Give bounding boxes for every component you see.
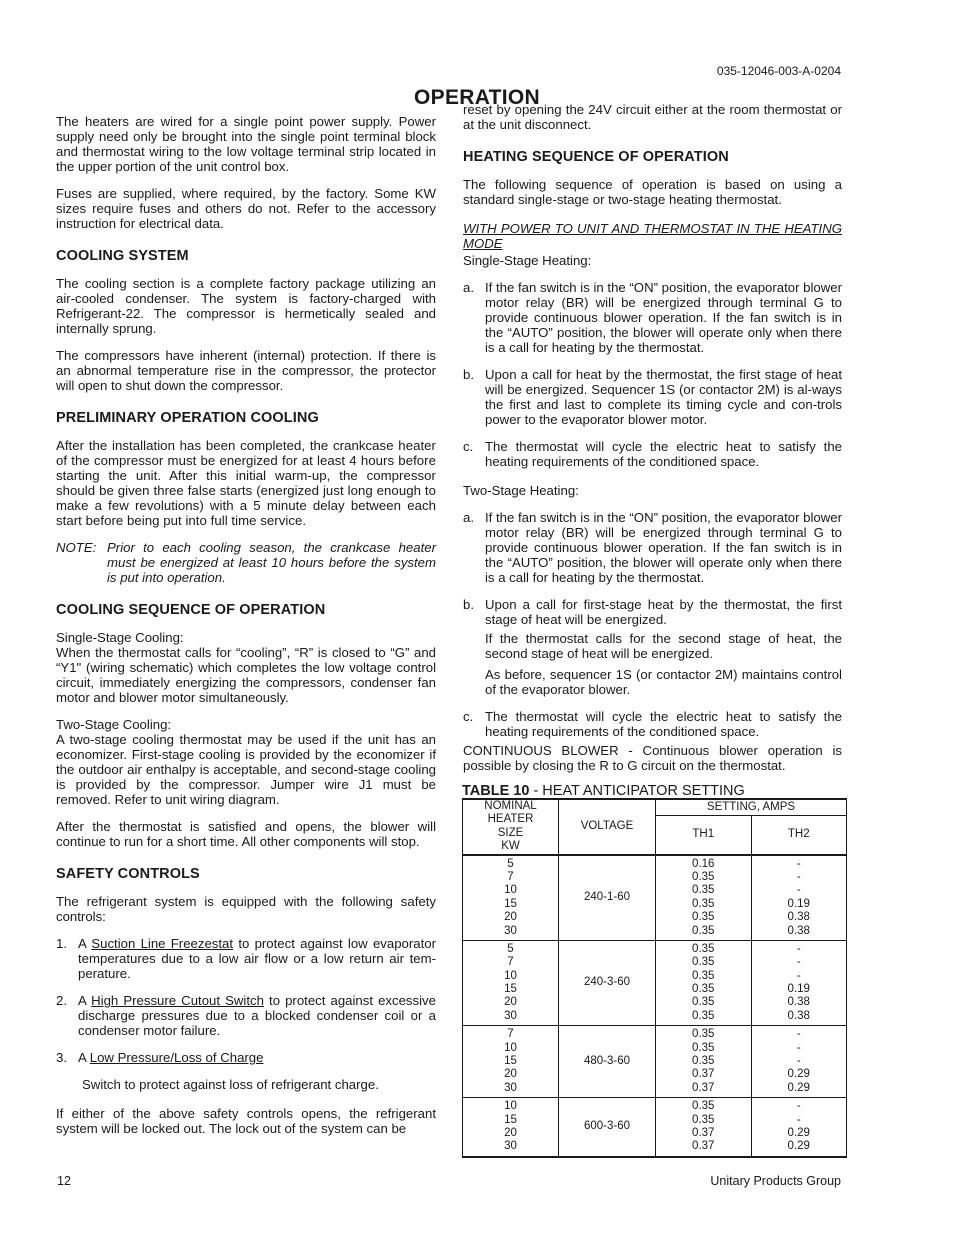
table-cell-value: 0.19 — [787, 983, 810, 996]
table-cell-value: 30 — [504, 924, 517, 937]
two-stage-step-b — [463, 597, 842, 627]
list-marker: 1. — [56, 936, 67, 951]
list-marker: b. — [463, 597, 474, 612]
heat-anticipator-table — [462, 798, 847, 1158]
table-cell-value: - — [796, 1055, 801, 1068]
list-text: Upon a call for heat by the thermostat, the first stage of heat will be energized. Sequencer 1S (or contactor 2M) is al-ways the first and last to complete its timing cycle and con-trols power to the evaporator blower motor. — [485, 367, 842, 427]
table-cell-value: 20 — [504, 911, 517, 924]
two-stage-step-b-third: As before, sequencer 1S (or contactor 2M) maintains control of the evaporator blower. — [485, 667, 842, 697]
two-stage-heating-label: Two-Stage Heating: — [463, 483, 579, 498]
table-cell-value: 7 — [507, 1028, 514, 1041]
table-cell-value: 0.35 — [692, 1028, 715, 1041]
table-number: TABLE 10 — [462, 783, 530, 799]
table-cell-value: 15 — [504, 983, 517, 996]
table-row — [463, 940, 847, 1025]
low-pressure-term: Low Pressure/Loss of Charge — [89, 1050, 264, 1065]
table-cell-value: 7 — [507, 870, 514, 883]
list-text: If the fan switch is in the “ON” position, the evaporator blower motor relay (BR) will be energized through terminal G to provide continuous blower operation. If the fan switch is in the “AUTO” position, the blower will operate only when there is a call for heating by the thermostat. — [485, 510, 842, 585]
cell-kw — [463, 1026, 559, 1098]
table-cell-value: 0.35 — [692, 942, 715, 955]
table-cell-value: 0.29 — [787, 1081, 810, 1094]
table-cell-value: 15 — [504, 1055, 517, 1068]
list-marker: c. — [463, 439, 474, 454]
table-cell-value: 0.35 — [692, 996, 715, 1009]
table-cell-value: 20 — [504, 1068, 517, 1081]
table-cell-value: 0.35 — [692, 1100, 715, 1113]
table-cell-value: 30 — [504, 1081, 517, 1094]
list-marker: a. — [463, 510, 474, 525]
note-text: Prior to each cooling season, the crankcase heater must be energized at least 10 hours before the system is put into operation. — [107, 540, 436, 585]
table-cell-value: - — [796, 1028, 801, 1041]
left-column — [56, 114, 436, 1148]
list-text: The thermostat will cycle the electric heat to satisfy the heating requirements of the conditioned space. — [485, 439, 842, 469]
list-marker: c. — [463, 709, 474, 724]
page-number: 12 — [57, 1174, 71, 1188]
safety-item-2 — [56, 993, 436, 1038]
table-cell-value: 0.35 — [692, 924, 715, 937]
table-cell-value: 15 — [504, 897, 517, 910]
list-marker: 2. — [56, 993, 67, 1008]
cell-voltage: 240-3-60 — [559, 940, 656, 1025]
table-cell-value: 0.35 — [692, 884, 715, 897]
table-cell-value: 0.19 — [787, 897, 810, 910]
table-cell-value: - — [796, 942, 801, 955]
table-caption — [462, 783, 745, 799]
page-title: OPERATION — [414, 86, 540, 109]
single-stage-step-c — [463, 439, 842, 469]
cell-th1 — [656, 1026, 752, 1098]
table-cell-value: 0.35 — [692, 1041, 715, 1054]
table-cell-value: 0.38 — [787, 911, 810, 924]
paragraph: The heaters are wired for a single point power supply. Power supply need only be brought into the single point terminal block and thermostat wiring to the low voltage terminal strip located in the upper portion of the unit control box. — [56, 114, 436, 174]
table-cell-value: 20 — [504, 996, 517, 1009]
table-cell-value: 0.35 — [692, 1055, 715, 1068]
cell-th1 — [656, 940, 752, 1025]
table-cell-value: - — [796, 1100, 801, 1113]
paragraph: If either of the above safety controls opens, the refrigerant system will be locked out. The lock out of the system can be — [56, 1106, 436, 1136]
table-cell-value: 0.35 — [692, 969, 715, 982]
list-text: If the fan switch is in the “ON” position, the evaporator blower motor relay (BR) will be energized through terminal G to provide continuous blower operation. If the fan switch is in the “AUTO” position, the blower will operate only when there is a call for heating by the thermostat. — [485, 280, 842, 355]
col-header-setting: SETTING, AMPS — [656, 799, 847, 815]
list-marker: b. — [463, 367, 474, 382]
single-stage-step-a — [463, 280, 842, 355]
table-cell-value: 10 — [504, 969, 517, 982]
high-pressure-cutout-term: High Pressure Cutout Switch — [91, 993, 264, 1008]
table-cell-value: 0.37 — [692, 1068, 715, 1081]
table-cell-value: - — [796, 857, 801, 870]
list-marker: 3. — [56, 1050, 67, 1065]
table-cell-value: 0.35 — [692, 897, 715, 910]
table-cell-value: 0.35 — [692, 911, 715, 924]
paragraph: reset by opening the 24V circuit either at the room thermostat or at the unit disconnect. — [463, 102, 842, 132]
cell-kw — [463, 855, 559, 941]
table-cell-value: - — [796, 1041, 801, 1054]
document-number: 035-12046-003-A-0204 — [716, 64, 841, 78]
table-cell-value: 0.38 — [787, 924, 810, 937]
table-cell-value: 0.16 — [692, 857, 715, 870]
table-cell-value: 0.37 — [692, 1140, 715, 1153]
list-text: A Low Pressure/Loss of Charge — [78, 1050, 264, 1065]
col-header-voltage: VOLTAGE — [559, 799, 656, 855]
cell-th2 — [751, 1098, 847, 1157]
cell-th2 — [751, 855, 847, 941]
table-cell-value: 0.37 — [692, 1081, 715, 1094]
table-row — [463, 855, 847, 941]
table-cell-value: 0.35 — [692, 983, 715, 996]
footer-company: Unitary Products Group — [710, 1174, 841, 1188]
table-cell-value: 20 — [504, 1126, 517, 1139]
list-text: The thermostat will cycle the electric heat to satisfy the heating requirements of the conditioned space. — [485, 709, 842, 739]
paragraph: Fuses are supplied, where required, by the factory. Some KW sizes require fuses and others do not. Refer to the accessory instruction for electrical data. — [56, 186, 436, 231]
table-cell-value: 15 — [504, 1113, 517, 1126]
two-stage-step-b-second: If the thermostat calls for the second stage of heat, the second stage of heat will be energized. — [485, 631, 842, 661]
table-cell-value: - — [796, 969, 801, 982]
text: A two-stage cooling thermostat may be used if the unit has an economizer. First-stage cooling is provided by the economizer if the outdoor air enthalpy is acceptable, and second-stage cooling is provided by the compressor. Jumper wire J1 must be removed. Refer to unit wiring diagram. — [56, 732, 436, 807]
paragraph: The refrigerant system is equipped with the following safety controls: — [56, 894, 436, 924]
col-header-th2: TH2 — [751, 815, 847, 855]
safety-item-3-continuation: Switch to protect against loss of refrigerant charge. — [82, 1077, 379, 1092]
table-row — [463, 1098, 847, 1157]
cell-th1 — [656, 855, 752, 941]
table-cell-value: - — [796, 1113, 801, 1126]
table-title: - HEAT ANTICIPATOR SETTING — [529, 783, 745, 799]
cell-voltage: 600-3-60 — [559, 1098, 656, 1157]
col-header-kw: NOMINAL HEATER SIZE KW — [463, 799, 559, 855]
table-cell-value: 0.37 — [692, 1126, 715, 1139]
table-cell-value: 30 — [504, 1009, 517, 1022]
table-cell-value: 0.29 — [787, 1140, 810, 1153]
continuous-blower: CONTINUOUS BLOWER - Continuous blower operation is possible by closing the R to G circuit on the thermostat. — [463, 743, 842, 773]
list-text: A Suction Line Freezestat to protect against low evaporator temperatures due to a low air flow or a low return air tem-perature. — [78, 936, 437, 981]
table-row-group — [463, 940, 847, 1025]
two-stage-step-c — [463, 709, 842, 739]
paragraph: The compressors have inherent (internal) protection. If there is an abnormal temperature rise in the compressor, the protector will open to shut down the compressor. — [56, 348, 436, 393]
table-cell-value: 0.38 — [787, 996, 810, 1009]
cell-voltage: 240-1-60 — [559, 855, 656, 941]
cell-kw — [463, 1098, 559, 1157]
section-heading-cooling-system: COOLING SYSTEM — [56, 248, 189, 264]
list-marker: a. — [463, 280, 474, 295]
heating-mode-heading: WITH POWER TO UNIT AND THERMOSTAT IN THE HEATING MODE — [463, 221, 842, 251]
section-heading-heating-sequence: HEATING SEQUENCE OF OPERATION — [463, 149, 729, 165]
single-stage-heating-label: Single-Stage Heating: — [463, 253, 592, 268]
table-cell-value: 10 — [504, 1041, 517, 1054]
cell-kw — [463, 940, 559, 1025]
cell-th1 — [656, 1098, 752, 1157]
table-cell-value: 0.29 — [787, 1068, 810, 1081]
safety-item-3 — [56, 1050, 436, 1065]
table-cell-value: 30 — [504, 1140, 517, 1153]
label: Single-Stage Cooling: — [56, 630, 184, 645]
safety-item-1 — [56, 936, 436, 981]
list-text: A High Pressure Cutout Switch to protect against excessive discharge pressures due to a blocked condenser coil or a condenser motor failure. — [78, 993, 436, 1038]
suction-line-freezestat-term: Suction Line Freezestat — [91, 936, 234, 951]
table-cell-value: 10 — [504, 884, 517, 897]
table-cell-value: 0.35 — [692, 1009, 715, 1022]
right-column — [463, 102, 842, 785]
section-heading-safety-controls: SAFETY CONTROLS — [56, 866, 200, 882]
paragraph: After the thermostat is satisfied and opens, the blower will continue to run for a short time. All other components will stop. — [56, 819, 436, 849]
text: When the thermostat calls for “cooling”, “R” is closed to “G” and “Y1" (wiring schematic) which completes the low voltage control circuit, immediately energizing the compressors, condenser fan motor and blower motor simultaneously. — [56, 645, 436, 705]
table-cell-value: 0.38 — [787, 1009, 810, 1022]
table-cell-value: 10 — [504, 1100, 517, 1113]
table-row-group — [463, 1098, 847, 1157]
table-cell-value: 5 — [507, 942, 514, 955]
table-row — [463, 1026, 847, 1098]
single-stage-step-b — [463, 367, 842, 427]
table-cell-value: 0.29 — [787, 1126, 810, 1139]
table-cell-value: 0.35 — [692, 1113, 715, 1126]
cell-voltage: 480-3-60 — [559, 1026, 656, 1098]
table-row-group — [463, 855, 847, 941]
table-cell-value: 0.35 — [692, 870, 715, 883]
paragraph: The following sequence of operation is based on using a standard single-stage or two-stage heating thermostat. — [463, 177, 842, 207]
table-cell-value: 5 — [507, 857, 514, 870]
note — [56, 540, 436, 585]
table-row-group — [463, 1026, 847, 1098]
section-heading-cooling-sequence: COOLING SEQUENCE OF OPERATION — [56, 602, 326, 618]
col-header-th1: TH1 — [656, 815, 752, 855]
list-text: Upon a call for first-stage heat by the thermostat, the first stage of heat will be energized. — [485, 597, 842, 627]
paragraph: After the installation has been completed, the crankcase heater of the compressor must be energized for at least 4 hours before starting the unit. After this initial warm-up, the compressor should be given three false starts (energized just long enough to make a few revolutions) with a 5 minute delay between each start before being put into full time service. — [56, 438, 436, 528]
cell-th2 — [751, 1026, 847, 1098]
two-stage-cooling — [56, 717, 436, 807]
label: Two-Stage Cooling: — [56, 717, 172, 732]
table-cell-value: - — [796, 870, 801, 883]
section-heading-preliminary-operation: PRELIMINARY OPERATION COOLING — [56, 410, 319, 426]
two-stage-step-a — [463, 510, 842, 585]
single-stage-cooling — [56, 630, 436, 705]
table-cell-value: - — [796, 956, 801, 969]
paragraph: The cooling section is a complete factory package utilizing an air-cooled condenser. The system is factory-charged with Refrigerant-22. The compressor is hermetically sealed and internally sprung. — [56, 276, 436, 336]
note-label: NOTE: — [56, 540, 97, 555]
cell-th2 — [751, 940, 847, 1025]
table-cell-value: 7 — [507, 956, 514, 969]
table-cell-value: 0.35 — [692, 956, 715, 969]
table-cell-value: - — [796, 884, 801, 897]
